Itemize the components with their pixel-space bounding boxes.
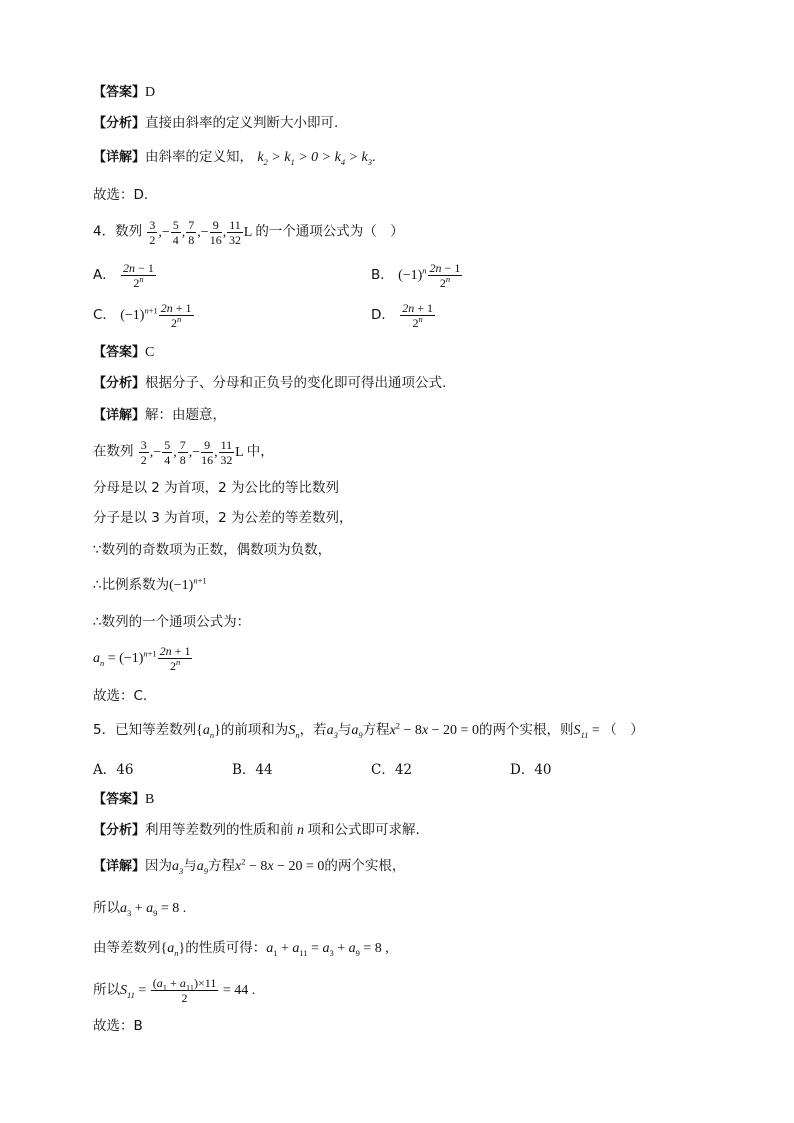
q3-answer-line xyxy=(93,82,155,103)
q4-seq-line: 在数列 $\frac{3}{2}$ ,− $\frac{5}{4}$ , $\frac{7}{8}$ ,− $\frac{9}{16}$ , $\frac{11}{32}$ L 中， xyxy=(93,438,274,467)
q4-answer-line: 【答案】C xyxy=(93,345,155,360)
q4-detail-line: 【详解】解：由题意， xyxy=(93,407,227,423)
q5-answer-line: 【答案】B xyxy=(93,792,155,807)
q4-coeff-line: ∴比例系数为$(-1)^{n+1}$ xyxy=(93,575,207,593)
q5-option-a: A．46 xyxy=(93,762,134,778)
q5-analysis-line: 【分析】利用等差数列的性质和前 n 项和公式即可求解. xyxy=(93,822,420,838)
q4-option-d: D． $\frac{2n + 1}{2^n}$ xyxy=(371,301,433,330)
q3-analysis-line xyxy=(93,113,338,134)
q4-analysis-line: 【分析】根据分子、分母和正负号的变化即可得出通项公式. xyxy=(93,375,447,391)
q4-option-a: A． $\frac{2n - 1}{2^n}$ xyxy=(93,261,154,290)
q5-choose-line: 故选：B xyxy=(93,1018,143,1034)
q4-choose-line: 故选：C. xyxy=(93,688,148,704)
q4-denominator-line: 分母是以 2 为首项，2 为公比的等比数列 xyxy=(93,480,340,496)
q4-sequence: $\frac{3}{2}$ ,− $\frac{5}{4}$ , $\frac{7}{8}$ ,− $\frac{9}{16}$ , $\frac{11}{32}$ L xyxy=(149,218,256,247)
q5-option-c: C．42 xyxy=(371,762,413,778)
analysis-label: 【分析】 xyxy=(93,116,146,131)
q4-formula: $a_n = (-1)^{n+1}$ $\frac{2n + 1}{2^n}$ xyxy=(93,644,191,673)
q4-answer: C xyxy=(145,345,155,360)
q5-option-b: B．44 xyxy=(232,762,273,778)
q4-formula-label: ∴数列的一个通项公式为： xyxy=(93,614,251,630)
q4-sign-line: ∵数列的奇数项为正数，偶数项为负数， xyxy=(93,542,332,558)
q4-analysis: 根据分子、分母和正负号的变化即可得出通项公式. xyxy=(145,375,447,391)
q5-option-d: D．40 xyxy=(510,762,552,778)
q3-detail: 由斜率的定义知， xyxy=(145,149,254,165)
q4-stem: 4．数列 $\frac{3}{2}$ ,− $\frac{5}{4}$ , $\frac{7}{8}$ ,− $\frac{9}{16}$ , $\frac{11}{32}$ L 的一个通项公式为（ ） xyxy=(93,218,404,247)
q5-result-line: 所以$S_{11}$ = $\frac{(a_1 + a_{11})\times 11}{2}$ = 44 . xyxy=(93,976,256,1005)
q4-numerator-line: 分子是以 3 为首项，2 为公差的等差数列， xyxy=(93,510,353,526)
q4-option-b: B． $(-1)^n$ $\frac{2n - 1}{2^n}$ xyxy=(371,261,461,290)
q3-analysis: 直接由斜率的定义判断大小即可. xyxy=(145,115,339,131)
q4-option-c: C． $(-1)^{n+1}$ $\frac{2n + 1}{2^n}$ xyxy=(93,301,192,330)
answer-label: 【答案】 xyxy=(93,85,146,100)
detail-label: 【详解】 xyxy=(93,150,146,165)
q5-stem: 5．已知等差数列$\{a_n\}$的前项和为$S_n$，若$a_3$与$a_9$方程$x^2 - 8x - 20 = 0$的两个实根，则$S_{11}$ = （ ） xyxy=(93,720,644,740)
q5-detail-line: 【详解】因为$a_3$与$a_9$方程$x^2 - 8x - 20 = 0$的两个实根， xyxy=(93,856,406,876)
q3-detail-line: 【详解】由斜率的定义知， $k_2 > k_1 > 0 > k_4 > k_3$. xyxy=(93,149,376,167)
q5-answer: B xyxy=(145,792,155,807)
q3-choose: 故选：D. xyxy=(93,187,149,203)
q3-answer: D xyxy=(145,85,156,100)
q3-choose-line xyxy=(93,185,148,205)
q5-property-line: 由等差数列$\{a_n\}$的性质可得：$a_1 + a_{11} = a_3 + a_9 = 8$ , xyxy=(93,940,389,958)
q5-sum-line: 所以$a_3 + a_9 = 8$ . xyxy=(93,900,187,918)
q3-detail-math: $k_2 > k_1 > 0 > k_4 > k_3$ xyxy=(257,150,372,167)
